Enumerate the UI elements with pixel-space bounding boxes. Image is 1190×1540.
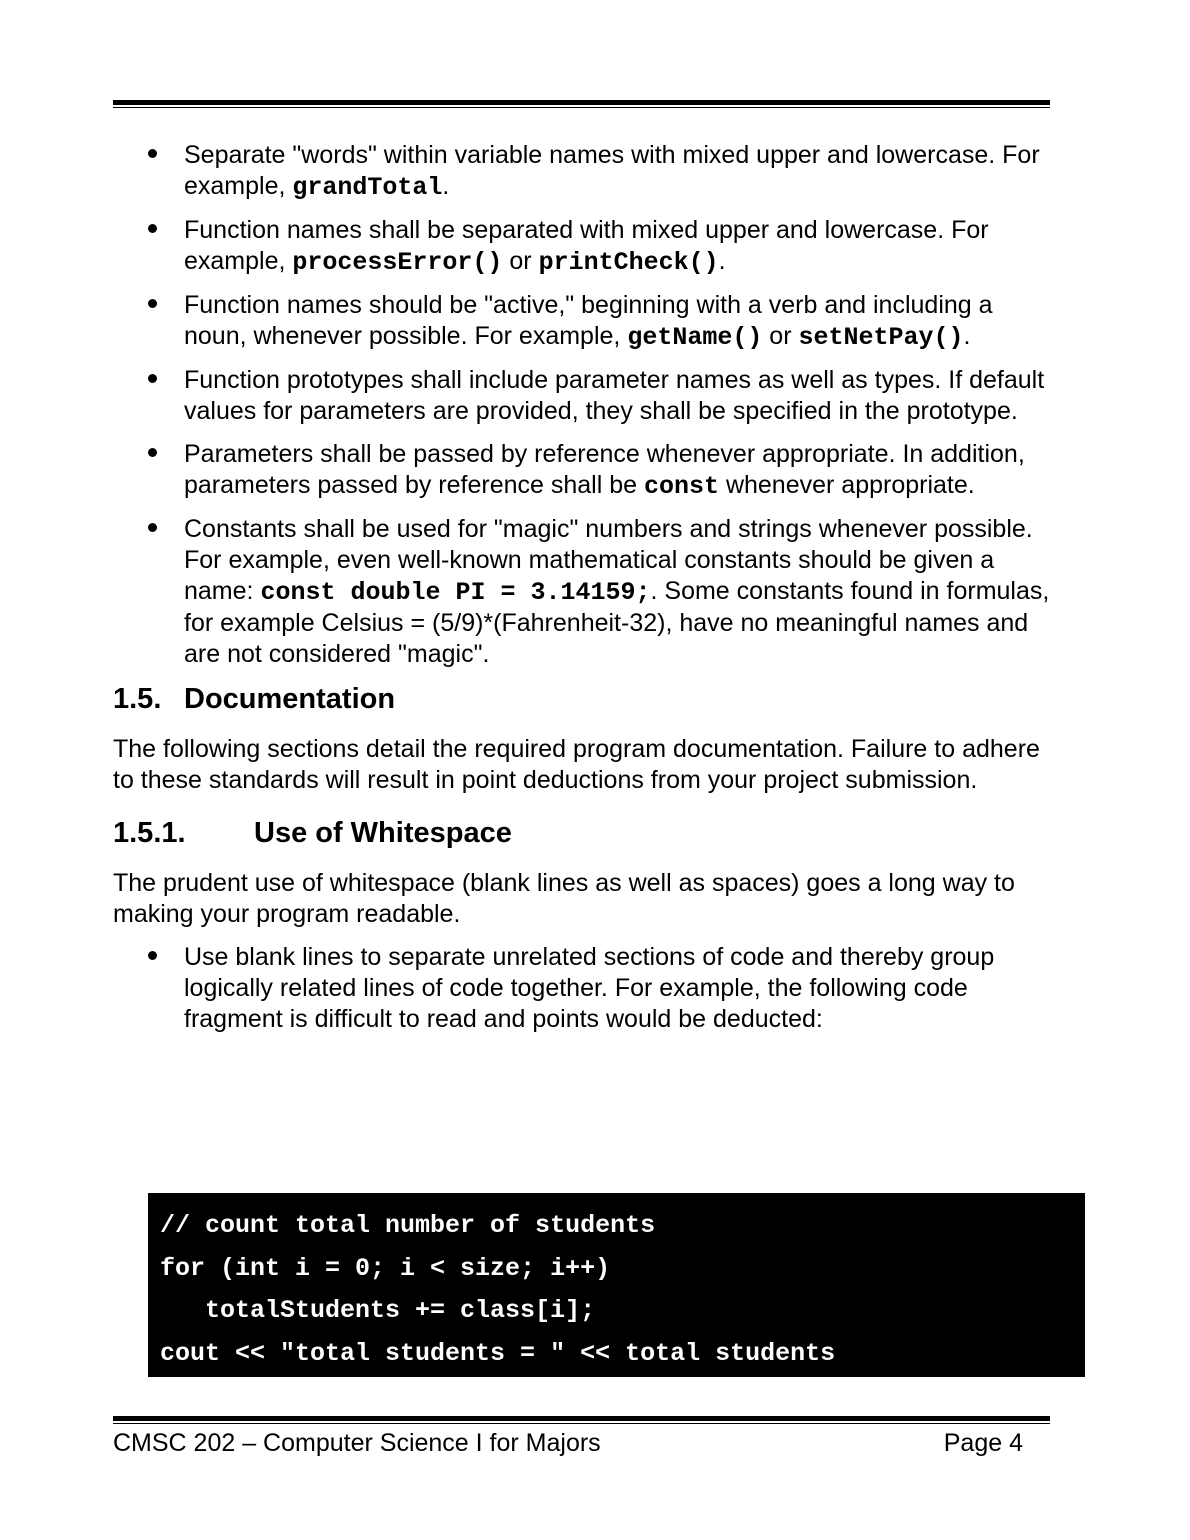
list-item xyxy=(113,290,1053,353)
code-line: // count total number of students xyxy=(160,1211,656,1240)
section-number: 1.5. xyxy=(113,683,162,715)
list-item xyxy=(113,215,1053,278)
naming-guidelines-list xyxy=(113,140,1053,670)
section-heading xyxy=(113,682,1053,716)
header-rule xyxy=(113,100,1050,108)
list-item-text: whenever appropriate. xyxy=(719,471,975,499)
list-item xyxy=(113,514,1053,670)
bullet-icon xyxy=(148,224,157,233)
list-item xyxy=(113,439,1053,502)
list-item-text: Function names shall be separated with mixed upper and lowercase. For example, xyxy=(184,216,989,275)
list-item-text: or xyxy=(502,247,539,275)
code-line: cout << "total students = " << total students xyxy=(160,1338,836,1368)
list-item xyxy=(113,942,1053,1035)
inline-code: printCheck() xyxy=(538,248,719,277)
subsection-paragraph: The prudent use of whitespace (blank lines as well as spaces) goes a long way to making your program readable. xyxy=(113,869,1015,928)
inline-code: const xyxy=(643,472,719,501)
code-block xyxy=(148,1193,1085,1377)
list-item-text: Function names should be "active," beginning with a verb and including a noun, whenever possible. For example, xyxy=(184,291,993,350)
list-item-text: Use blank lines to separate unrelated sections of code and thereby group logically related lines of code together. For example, the following code fragment is difficult to read and points would be deducted: xyxy=(184,943,995,1033)
list-item-text: Function prototypes shall include parameter names as well as types. If default values for parameters are provided, they shall be specified in the prototype. xyxy=(184,366,1045,425)
section-paragraph: The following sections detail the required program documentation. Failure to adhere to these standards will result in point deductions from your project submission. xyxy=(113,735,1040,794)
subsection-heading xyxy=(113,816,1053,850)
inline-code: setNetPay() xyxy=(798,323,964,352)
list-item-text: Separate "words" within variable names with mixed upper and lowercase. For example, xyxy=(184,141,1040,200)
subsection-title: Use of Whitespace xyxy=(254,817,512,849)
page-number: Page 4 xyxy=(943,1429,1023,1457)
inline-code: const double PI = 3.14159; xyxy=(260,578,651,607)
whitespace-list xyxy=(113,942,1053,1035)
list-item-text: or xyxy=(762,322,799,350)
list-item xyxy=(113,365,1053,427)
section-title: Documentation xyxy=(184,683,396,715)
page-content xyxy=(113,140,1053,1047)
page-footer xyxy=(113,1428,1023,1458)
bullet-icon xyxy=(148,523,157,532)
bullet-icon xyxy=(148,448,157,457)
list-item xyxy=(113,140,1053,203)
bullet-icon xyxy=(148,149,157,158)
bullet-icon xyxy=(148,299,157,308)
code-line: totalStudents += class[i]; xyxy=(160,1296,596,1325)
inline-code: processError() xyxy=(292,248,503,277)
bullet-icon xyxy=(148,951,157,960)
footer-rule xyxy=(113,1416,1050,1424)
list-item-text: . Some constants found in formulas, for example Celsius = (5/9)*(Fahrenheit-32), have no meaningful names and are not considered "magic". xyxy=(184,577,1050,668)
list-item-text: . xyxy=(963,322,971,350)
list-item-text: Parameters shall be passed by reference whenever appropriate. In addition, parameters passed by reference shall be xyxy=(184,440,1025,499)
list-item-text: . xyxy=(718,247,726,275)
subsection-number: 1.5.1. xyxy=(113,817,186,849)
list-item-text: . xyxy=(442,172,450,200)
footer-course-title: CMSC 202 – Computer Science I for Majors xyxy=(113,1429,601,1457)
inline-code: getName() xyxy=(627,323,763,352)
bullet-icon xyxy=(148,374,157,383)
inline-code: grandTotal xyxy=(292,173,443,202)
code-line: for (int i = 0; i < size; i++) xyxy=(160,1253,611,1283)
list-item-text: Constants shall be used for "magic" numbers and strings whenever possible. For example, even well-known mathematical constants should be given a name: xyxy=(184,515,1033,605)
